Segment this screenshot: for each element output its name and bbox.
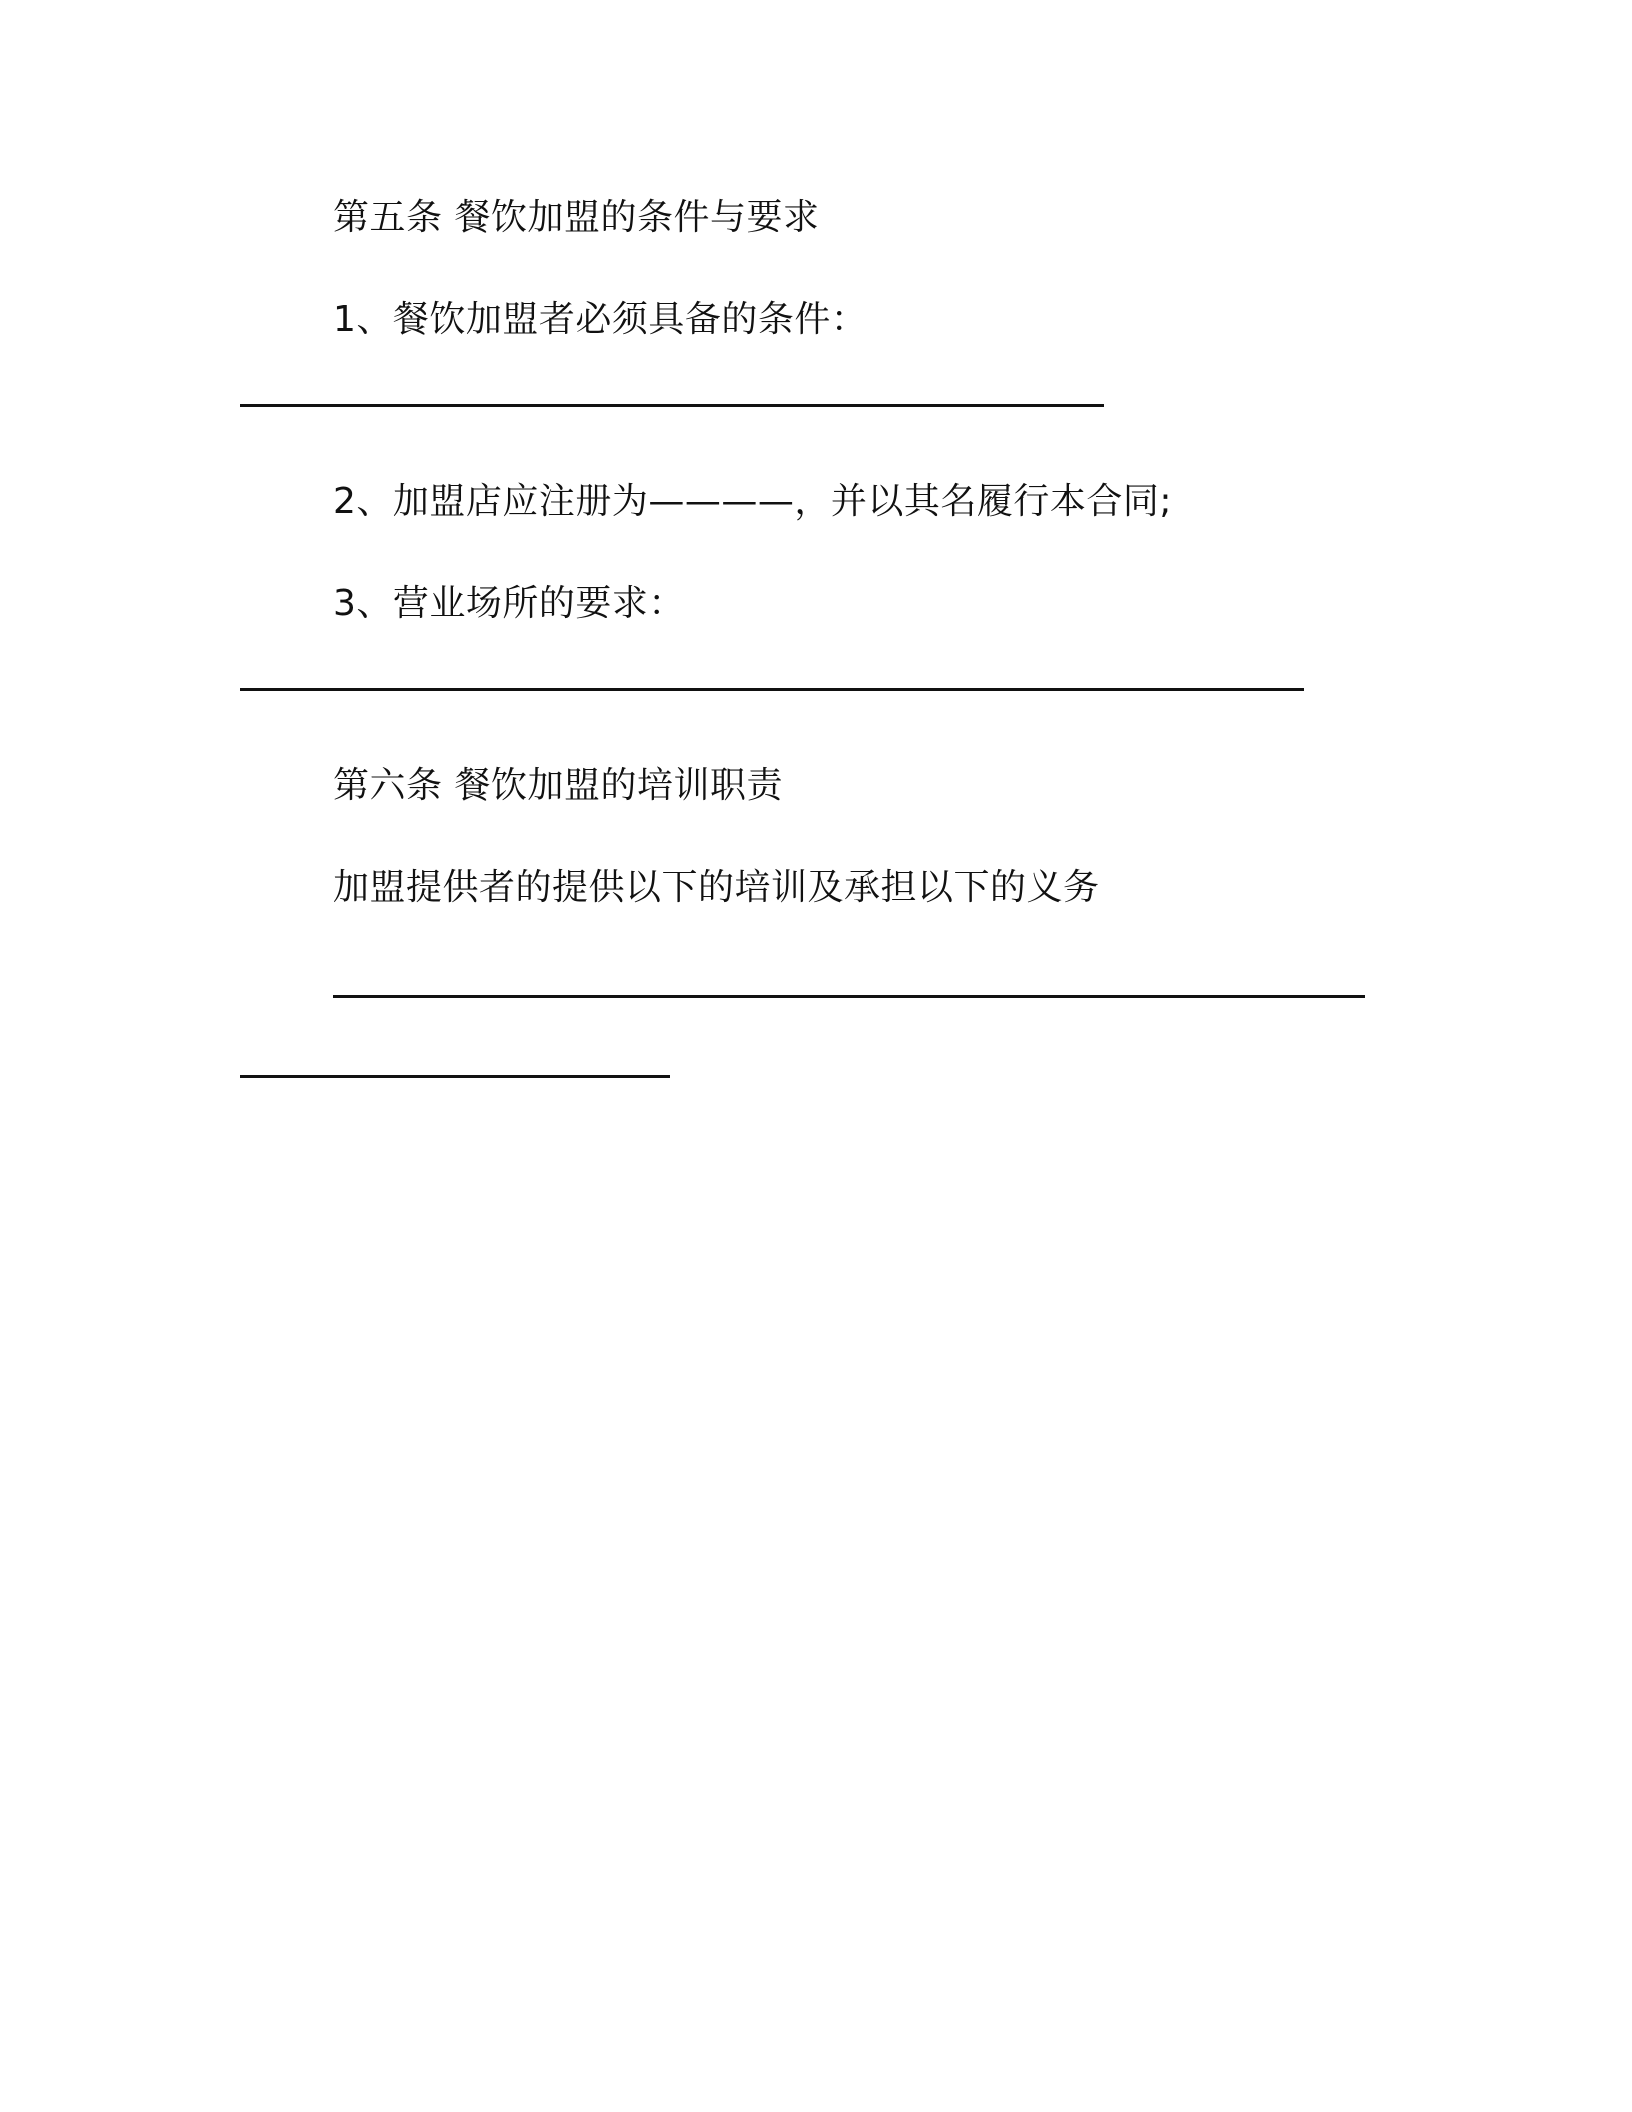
article5-item1: 1、餐饮加盟者必须具备的条件： — [333, 299, 868, 340]
fill-in-blank-line — [240, 404, 1104, 407]
article6-heading: 第六条 餐饮加盟的培训职责 — [333, 765, 783, 806]
article5-item2: 2、加盟店应注册为————，并以其名履行本合同; — [333, 481, 1173, 522]
article5-heading: 第五条 餐饮加盟的条件与要求 — [333, 197, 820, 238]
fill-in-blank-line — [240, 688, 1304, 691]
fill-in-blank-line — [333, 995, 1365, 998]
article5-item3: 3、营业场所的要求： — [333, 583, 685, 624]
article6-body: 加盟提供者的提供以下的培训及承担以下的义务 — [333, 867, 1100, 908]
fill-in-blank-line — [240, 1075, 670, 1078]
